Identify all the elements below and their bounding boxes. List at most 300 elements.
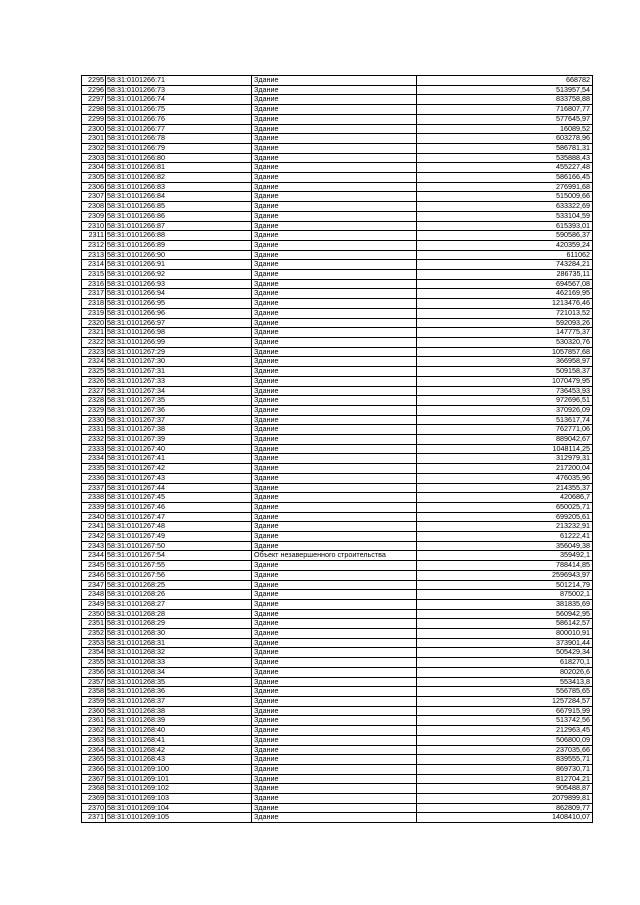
cadastral-value-cell: 455227,48 (417, 163, 593, 173)
row-number-cell: 2336 (82, 473, 106, 483)
table-row (82, 716, 593, 726)
object-type-cell: Здание (252, 250, 417, 260)
cadastral-number-cell: 58:31:0101266:79 (106, 143, 252, 153)
cadastral-value-cell: 373901,44 (417, 638, 593, 648)
cadastral-value-cell: 2596943,97 (417, 570, 593, 580)
cadastral-value-cell: 560942,95 (417, 609, 593, 619)
table-row (82, 396, 593, 406)
cadastral-value-cell: 590586,37 (417, 231, 593, 241)
table-row (82, 755, 593, 765)
object-type-cell: Здание (252, 502, 417, 512)
row-number-cell: 2298 (82, 105, 106, 115)
object-type-cell: Здание (252, 784, 417, 794)
cadastral-value-cell: 312979,31 (417, 454, 593, 464)
cadastral-number-cell: 58:31:0101268:27 (106, 599, 252, 609)
row-number-cell: 2331 (82, 425, 106, 435)
cadastral-number-cell: 58:31:0101266:87 (106, 221, 252, 231)
cadastral-value-cell: 650025,71 (417, 502, 593, 512)
table-row (82, 803, 593, 813)
cadastral-value-cell: 214355,37 (417, 483, 593, 493)
object-type-cell: Здание (252, 367, 417, 377)
object-type-cell: Здание (252, 415, 417, 425)
cadastral-value-cell: 905488,87 (417, 784, 593, 794)
object-type-cell: Здание (252, 337, 417, 347)
row-number-cell: 2315 (82, 270, 106, 280)
table-row (82, 667, 593, 677)
row-number-cell: 2341 (82, 522, 106, 532)
object-type-cell: Здание (252, 619, 417, 629)
cadastral-number-cell: 58:31:0101268:32 (106, 648, 252, 658)
cadastral-value-cell: 1057857,68 (417, 347, 593, 357)
cadastral-value-cell: 356049,38 (417, 541, 593, 551)
row-number-cell: 2365 (82, 755, 106, 765)
cadastral-value-cell: 972696,51 (417, 396, 593, 406)
row-number-cell: 2318 (82, 299, 106, 309)
cadastral-value-cell: 420359,24 (417, 240, 593, 250)
table-row (82, 105, 593, 115)
row-number-cell: 2369 (82, 794, 106, 804)
object-type-cell: Здание (252, 483, 417, 493)
object-type-cell: Здание (252, 405, 417, 415)
cadastral-value-cell: 276991,68 (417, 182, 593, 192)
object-type-cell: Здание (252, 192, 417, 202)
cadastral-number-cell: 58:31:0101267:39 (106, 435, 252, 445)
table-row (82, 202, 593, 212)
cadastral-value-cell: 694567,08 (417, 279, 593, 289)
table-row (82, 318, 593, 328)
row-number-cell: 2302 (82, 143, 106, 153)
cadastral-number-cell: 58:31:0101266:78 (106, 134, 252, 144)
row-number-cell: 2305 (82, 173, 106, 183)
cadastral-value-cell: 577645,97 (417, 114, 593, 124)
cadastral-number-cell: 58:31:0101266:92 (106, 270, 252, 280)
cadastral-value-cell: 668782 (417, 76, 593, 86)
cadastral-number-cell: 58:31:0101269:103 (106, 794, 252, 804)
cadastral-number-cell: 58:31:0101269:101 (106, 774, 252, 784)
cadastral-value-cell: 736453,93 (417, 386, 593, 396)
cadastral-value-cell: 462169,95 (417, 289, 593, 299)
table-row (82, 697, 593, 707)
row-number-cell: 2312 (82, 240, 106, 250)
cadastral-value-cell: 667915,99 (417, 706, 593, 716)
cadastral-value-cell: 869730,71 (417, 764, 593, 774)
cadastral-number-cell: 58:31:0101266:74 (106, 95, 252, 105)
cadastral-value-cell: 212963,45 (417, 726, 593, 736)
cadastral-number-cell: 58:31:0101267:31 (106, 367, 252, 377)
cadastral-number-cell: 58:31:0101268:25 (106, 580, 252, 590)
object-type-cell: Здание (252, 396, 417, 406)
table-row (82, 289, 593, 299)
row-number-cell: 2349 (82, 599, 106, 609)
object-type-cell: Здание (252, 270, 417, 280)
row-number-cell: 2358 (82, 687, 106, 697)
cadastral-number-cell: 58:31:0101268:35 (106, 677, 252, 687)
table-row (82, 464, 593, 474)
table-row (82, 648, 593, 658)
cadastral-value-cell: 535888,43 (417, 153, 593, 163)
cadastral-value-cell: 2079899,81 (417, 794, 593, 804)
table-row (82, 444, 593, 454)
object-type-cell: Здание (252, 570, 417, 580)
object-type-cell: Здание (252, 308, 417, 318)
cadastral-value-cell: 359492,1 (417, 551, 593, 561)
table-row (82, 270, 593, 280)
cadastral-value-cell: 217200,04 (417, 464, 593, 474)
object-type-cell: Здание (252, 764, 417, 774)
table-row (82, 764, 593, 774)
table-row (82, 638, 593, 648)
object-type-cell: Здание (252, 648, 417, 658)
cadastral-value-cell: 533104,59 (417, 211, 593, 221)
cadastral-value-cell: 515009,66 (417, 192, 593, 202)
object-type-cell: Здание (252, 473, 417, 483)
cadastral-number-cell: 58:31:0101266:80 (106, 153, 252, 163)
table-row (82, 774, 593, 784)
row-number-cell: 2308 (82, 202, 106, 212)
row-number-cell: 2303 (82, 153, 106, 163)
object-type-cell: Здание (252, 173, 417, 183)
cadastral-value-cell: 420686,7 (417, 493, 593, 503)
row-number-cell: 2347 (82, 580, 106, 590)
cadastral-number-cell: 58:31:0101268:37 (106, 697, 252, 707)
row-number-cell: 2329 (82, 405, 106, 415)
row-number-cell: 2309 (82, 211, 106, 221)
cadastral-number-cell: 58:31:0101266:90 (106, 250, 252, 260)
cadastral-number-cell: 58:31:0101267:48 (106, 522, 252, 532)
object-type-cell: Здание (252, 328, 417, 338)
cadastral-number-cell: 58:31:0101266:85 (106, 202, 252, 212)
row-number-cell: 2325 (82, 367, 106, 377)
table-row (82, 532, 593, 542)
row-number-cell: 2299 (82, 114, 106, 124)
row-number-cell: 2340 (82, 512, 106, 522)
row-number-cell: 2360 (82, 706, 106, 716)
object-type-cell: Здание (252, 444, 417, 454)
cadastral-number-cell: 58:31:0101266:88 (106, 231, 252, 241)
object-type-cell: Здание (252, 522, 417, 532)
table-row (82, 173, 593, 183)
row-number-cell: 2319 (82, 308, 106, 318)
cadastral-value-cell: 699205,61 (417, 512, 593, 522)
cadastral-number-cell: 58:31:0101268:40 (106, 726, 252, 736)
cadastral-value-table (81, 75, 593, 823)
row-number-cell: 2314 (82, 260, 106, 270)
row-number-cell: 2334 (82, 454, 106, 464)
table-row (82, 522, 593, 532)
object-type-cell: Здание (252, 561, 417, 571)
table-row (82, 473, 593, 483)
row-number-cell: 2366 (82, 764, 106, 774)
object-type-cell: Здание (252, 667, 417, 677)
row-number-cell: 2345 (82, 561, 106, 571)
table-row (82, 541, 593, 551)
object-type-cell: Здание (252, 163, 417, 173)
cadastral-value-cell: 370926,09 (417, 405, 593, 415)
cadastral-number-cell: 58:31:0101266:96 (106, 308, 252, 318)
cadastral-value-cell: 61222,41 (417, 532, 593, 542)
cadastral-number-cell: 58:31:0101268:34 (106, 667, 252, 677)
row-number-cell: 2300 (82, 124, 106, 134)
cadastral-number-cell: 58:31:0101268:43 (106, 755, 252, 765)
cadastral-value-cell: 889042,67 (417, 435, 593, 445)
cadastral-number-cell: 58:31:0101266:83 (106, 182, 252, 192)
cadastral-number-cell: 58:31:0101267:33 (106, 376, 252, 386)
table-row (82, 561, 593, 571)
cadastral-value-cell: 16089,52 (417, 124, 593, 134)
table-row (82, 619, 593, 629)
table-row (82, 425, 593, 435)
row-number-cell: 2363 (82, 735, 106, 745)
object-type-cell: Здание (252, 134, 417, 144)
row-number-cell: 2313 (82, 250, 106, 260)
row-number-cell: 2332 (82, 435, 106, 445)
cadastral-number-cell: 58:31:0101267:44 (106, 483, 252, 493)
row-number-cell: 2367 (82, 774, 106, 784)
table-row (82, 794, 593, 804)
cadastral-number-cell: 58:31:0101267:49 (106, 532, 252, 542)
cadastral-value-cell: 743284,21 (417, 260, 593, 270)
cadastral-value-cell: 513957,54 (417, 85, 593, 95)
cadastral-number-cell: 58:31:0101268:30 (106, 629, 252, 639)
cadastral-value-cell: 788414,85 (417, 561, 593, 571)
cadastral-value-cell: 530320,76 (417, 337, 593, 347)
table-row (82, 376, 593, 386)
object-type-cell: Здание (252, 493, 417, 503)
table-row (82, 134, 593, 144)
cadastral-number-cell: 58:31:0101269:102 (106, 784, 252, 794)
cadastral-value-cell: 862809,77 (417, 803, 593, 813)
table-row (82, 211, 593, 221)
object-type-cell: Здание (252, 143, 417, 153)
object-type-cell: Здание (252, 590, 417, 600)
object-type-cell: Здание (252, 279, 417, 289)
cadastral-value-cell: 586142,57 (417, 619, 593, 629)
object-type-cell: Здание (252, 211, 417, 221)
row-number-cell: 2333 (82, 444, 106, 454)
cadastral-value-cell: 147775,37 (417, 328, 593, 338)
cadastral-value-cell: 501214,79 (417, 580, 593, 590)
object-type-cell: Здание (252, 803, 417, 813)
cadastral-value-cell: 1070479,95 (417, 376, 593, 386)
table-row (82, 328, 593, 338)
table-row (82, 367, 593, 377)
cadastral-value-cell: 213232,91 (417, 522, 593, 532)
table-row (82, 240, 593, 250)
object-type-cell: Здание (252, 289, 417, 299)
table-row (82, 493, 593, 503)
object-type-cell: Здание (252, 347, 417, 357)
table-row (82, 124, 593, 134)
object-type-cell: Здание (252, 716, 417, 726)
cadastral-number-cell: 58:31:0101268:36 (106, 687, 252, 697)
cadastral-number-cell: 58:31:0101268:41 (106, 735, 252, 745)
cadastral-number-cell: 58:31:0101268:42 (106, 745, 252, 755)
cadastral-value-cell: 286735,11 (417, 270, 593, 280)
object-type-cell: Здание (252, 114, 417, 124)
row-number-cell: 2338 (82, 493, 106, 503)
row-number-cell: 2304 (82, 163, 106, 173)
cadastral-number-cell: 58:31:0101268:29 (106, 619, 252, 629)
table-row (82, 279, 593, 289)
row-number-cell: 2323 (82, 347, 106, 357)
table-row (82, 590, 593, 600)
object-type-cell: Здание (252, 221, 417, 231)
table-row (82, 415, 593, 425)
object-type-cell: Здание (252, 794, 417, 804)
object-type-cell: Здание (252, 260, 417, 270)
object-type-cell: Здание (252, 318, 417, 328)
table-row (82, 260, 593, 270)
table-row (82, 658, 593, 668)
row-number-cell: 2337 (82, 483, 106, 493)
row-number-cell: 2326 (82, 376, 106, 386)
row-number-cell: 2343 (82, 541, 106, 551)
table-row (82, 337, 593, 347)
table-row (82, 580, 593, 590)
object-type-cell: Здание (252, 76, 417, 86)
table-row (82, 726, 593, 736)
cadastral-value-cell: 381835,69 (417, 599, 593, 609)
table-row (82, 784, 593, 794)
object-type-cell: Здание (252, 755, 417, 765)
cadastral-number-cell: 58:31:0101267:47 (106, 512, 252, 522)
cadastral-value-cell: 611062 (417, 250, 593, 260)
cadastral-number-cell: 58:31:0101266:73 (106, 85, 252, 95)
cadastral-number-cell: 58:31:0101266:81 (106, 163, 252, 173)
row-number-cell: 2327 (82, 386, 106, 396)
cadastral-value-cell: 762771,06 (417, 425, 593, 435)
object-type-cell: Здание (252, 124, 417, 134)
cadastral-number-cell: 58:31:0101268:28 (106, 609, 252, 619)
object-type-cell: Здание (252, 638, 417, 648)
table-row (82, 599, 593, 609)
cadastral-number-cell: 58:31:0101266:95 (106, 299, 252, 309)
cadastral-number-cell: 58:31:0101269:105 (106, 813, 252, 823)
cadastral-number-cell: 58:31:0101266:93 (106, 279, 252, 289)
table-row (82, 745, 593, 755)
cadastral-value-cell: 506800,09 (417, 735, 593, 745)
object-type-cell: Здание (252, 813, 417, 823)
row-number-cell: 2322 (82, 337, 106, 347)
row-number-cell: 2310 (82, 221, 106, 231)
table-row (82, 308, 593, 318)
object-type-cell: Здание (252, 706, 417, 716)
object-type-cell: Здание (252, 541, 417, 551)
row-number-cell: 2354 (82, 648, 106, 658)
cadastral-value-cell: 603278,96 (417, 134, 593, 144)
object-type-cell: Здание (252, 202, 417, 212)
cadastral-number-cell: 58:31:0101269:100 (106, 764, 252, 774)
cadastral-value-cell: 618270,1 (417, 658, 593, 668)
cadastral-value-cell: 509158,37 (417, 367, 593, 377)
cadastral-value-cell: 802026,6 (417, 667, 593, 677)
row-number-cell: 2342 (82, 532, 106, 542)
row-number-cell: 2311 (82, 231, 106, 241)
row-number-cell: 2371 (82, 813, 106, 823)
row-number-cell: 2297 (82, 95, 106, 105)
cadastral-value-cell: 556785,65 (417, 687, 593, 697)
cadastral-number-cell: 58:31:0101268:26 (106, 590, 252, 600)
cadastral-value-cell: 721013,52 (417, 308, 593, 318)
object-type-cell: Здание (252, 599, 417, 609)
object-type-cell: Здание (252, 454, 417, 464)
cadastral-value-cell: 1408410,07 (417, 813, 593, 823)
object-type-cell: Здание (252, 182, 417, 192)
table-row (82, 182, 593, 192)
table-row (82, 735, 593, 745)
cadastral-number-cell: 58:31:0101266:99 (106, 337, 252, 347)
cadastral-value-cell: 1257284,57 (417, 697, 593, 707)
object-type-cell: Здание (252, 677, 417, 687)
table-row (82, 454, 593, 464)
object-type-cell: Здание (252, 240, 417, 250)
cadastral-number-cell: 58:31:0101266:98 (106, 328, 252, 338)
cadastral-number-cell: 58:31:0101266:86 (106, 211, 252, 221)
object-type-cell: Здание (252, 609, 417, 619)
object-type-cell: Здание (252, 774, 417, 784)
table-row (82, 299, 593, 309)
row-number-cell: 2307 (82, 192, 106, 202)
row-number-cell: 2330 (82, 415, 106, 425)
cadastral-value-cell: 839555,71 (417, 755, 593, 765)
row-number-cell: 2368 (82, 784, 106, 794)
table-row (82, 163, 593, 173)
row-number-cell: 2355 (82, 658, 106, 668)
table-row (82, 609, 593, 619)
row-number-cell: 2306 (82, 182, 106, 192)
cadastral-number-cell: 58:31:0101267:42 (106, 464, 252, 474)
object-type-cell: Здание (252, 435, 417, 445)
cadastral-value-cell: 513617,74 (417, 415, 593, 425)
row-number-cell: 2361 (82, 716, 106, 726)
table-row (82, 114, 593, 124)
table-row (82, 502, 593, 512)
cadastral-number-cell: 58:31:0101266:94 (106, 289, 252, 299)
table-row (82, 405, 593, 415)
cadastral-number-cell: 58:31:0101266:97 (106, 318, 252, 328)
cadastral-number-cell: 58:31:0101267:43 (106, 473, 252, 483)
cadastral-value-cell: 833758,88 (417, 95, 593, 105)
object-type-cell: Здание (252, 231, 417, 241)
cadastral-value-cell: 513742,56 (417, 716, 593, 726)
row-number-cell: 2348 (82, 590, 106, 600)
cadastral-number-cell: 58:31:0101266:77 (106, 124, 252, 134)
cadastral-value-cell: 476035,96 (417, 473, 593, 483)
cadastral-value-cell: 1048114,25 (417, 444, 593, 454)
table-body (82, 76, 593, 823)
object-type-cell: Здание (252, 85, 417, 95)
row-number-cell: 2316 (82, 279, 106, 289)
row-number-cell: 2324 (82, 357, 106, 367)
object-type-cell: Здание (252, 697, 417, 707)
table-row (82, 250, 593, 260)
table-row (82, 551, 593, 561)
table-row (82, 143, 593, 153)
cadastral-number-cell: 58:31:0101267:36 (106, 405, 252, 415)
cadastral-number-cell: 58:31:0101267:37 (106, 415, 252, 425)
cadastral-number-cell: 58:31:0101266:84 (106, 192, 252, 202)
table-row (82, 687, 593, 697)
table-row (82, 435, 593, 445)
cadastral-value-cell: 615393,01 (417, 221, 593, 231)
cadastral-number-cell: 58:31:0101267:40 (106, 444, 252, 454)
table-row (82, 221, 593, 231)
table-row (82, 706, 593, 716)
cadastral-value-cell: 586166,45 (417, 173, 593, 183)
cadastral-value-cell: 505429,34 (417, 648, 593, 658)
cadastral-value-cell: 586781,31 (417, 143, 593, 153)
cadastral-number-cell: 58:31:0101267:45 (106, 493, 252, 503)
